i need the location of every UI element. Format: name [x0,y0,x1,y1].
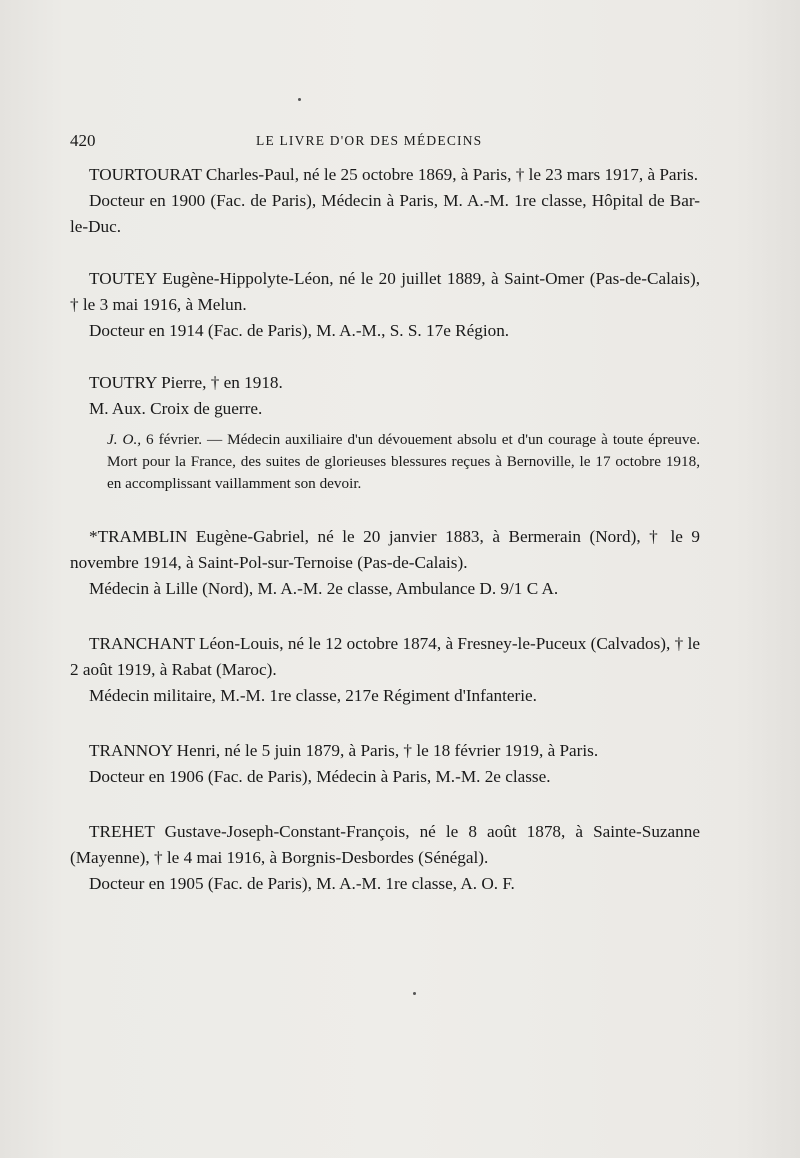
page-header [70,131,710,155]
entry-detail: Médecin à Lille (Nord), M. A.-M. 2e classe, Ambulance D. 9/1 C A. [89,579,559,598]
page-number: 420 [70,131,96,150]
entry-name: *TRAMBLIN Eugène-Gabriel, [89,527,309,546]
citation-source: J. O., [107,431,142,448]
entry-bio: né le 5 juin 1879, à Paris, † le 18 février 1919, à Paris. [220,741,599,760]
entry-bio: né le 20 juillet 1889, à Saint-Omer (Pas-de-Calais), † le 3 mai 1916, à Melun. [70,269,700,314]
entry-trehet [70,819,700,897]
entry-detail: Docteur en 1906 (Fac. de Paris), Médecin à Paris, M.-M. 2e classe. [89,767,551,786]
entry-citation [107,429,700,495]
entry-tramblin [70,524,700,602]
entry-toutry [70,370,700,495]
entry-name: TOUTRY Pierre, [89,373,207,392]
entry-tourtourat [70,162,700,240]
entry-bio: né le 25 octobre 1869, à Paris, † le 23 mars 1917, à Paris. [299,165,699,184]
entry-detail: Docteur en 1900 (Fac. de Paris), Médecin à Paris, M. A.-M. 1re classe, Hôpital de Bar-le-Duc. [70,191,700,236]
running-title: LE LIVRE D'OR DES MÉDECINS [256,133,483,148]
entry-bio: né le 20 janvier 1883, à Bermerain (Nord), † le 9 novembre 1914, à Saint-Pol-sur-Ternoise (Pas-de-Calais). [70,527,701,572]
entry-name: TREHET Gustave-Joseph-Constant-François, [89,822,410,841]
entry-name: TOURTOURAT Charles-Paul, [89,165,299,184]
entry-trannoy [70,738,700,790]
entry-name: TRANCHANT Léon-Louis, [89,634,284,653]
ink-speck [413,992,416,995]
entry-bio: † en 1918. [206,373,283,392]
entry-tranchant [70,631,700,709]
entry-name: TOUTEY Eugène-Hippolyte-Léon, [89,269,334,288]
entry-detail: Docteur en 1914 (Fac. de Paris), M. A.-M., S. S. 17e Région. [89,321,510,340]
entry-name: TRANNOY Henri, [89,741,221,760]
entry-bio: né le 12 octobre 1874, à Fresney-le-Puceux (Calvados), † le 2 août 1919, à Rabat (Maroc). [70,634,700,679]
citation-text: 6 février. — Médecin auxiliaire d'un dévouement absolu et d'un courage à toute épreuve. Mort pour la France, des suites de glorieuses blessures reçues à Bernoville, le 17 octobre 1918, en accomplissant vaillamment son devoir. [107,431,700,492]
entry-bio: né le 8 août 1878, à Sainte-Suzanne (Mayenne), † le 4 mai 1916, à Borgnis-Desbordes (Sénégal). [70,822,700,867]
entry-detail: Docteur en 1905 (Fac. de Paris), M. A.-M. 1re classe, A. O. F. [89,874,515,893]
ink-speck [298,98,301,101]
entries-list [70,162,700,897]
entry-toutey [70,266,700,344]
entry-detail: M. Aux. Croix de guerre. [89,399,263,418]
entry-detail: Médecin militaire, M.-M. 1re classe, 217e Régiment d'Infanterie. [89,686,537,705]
